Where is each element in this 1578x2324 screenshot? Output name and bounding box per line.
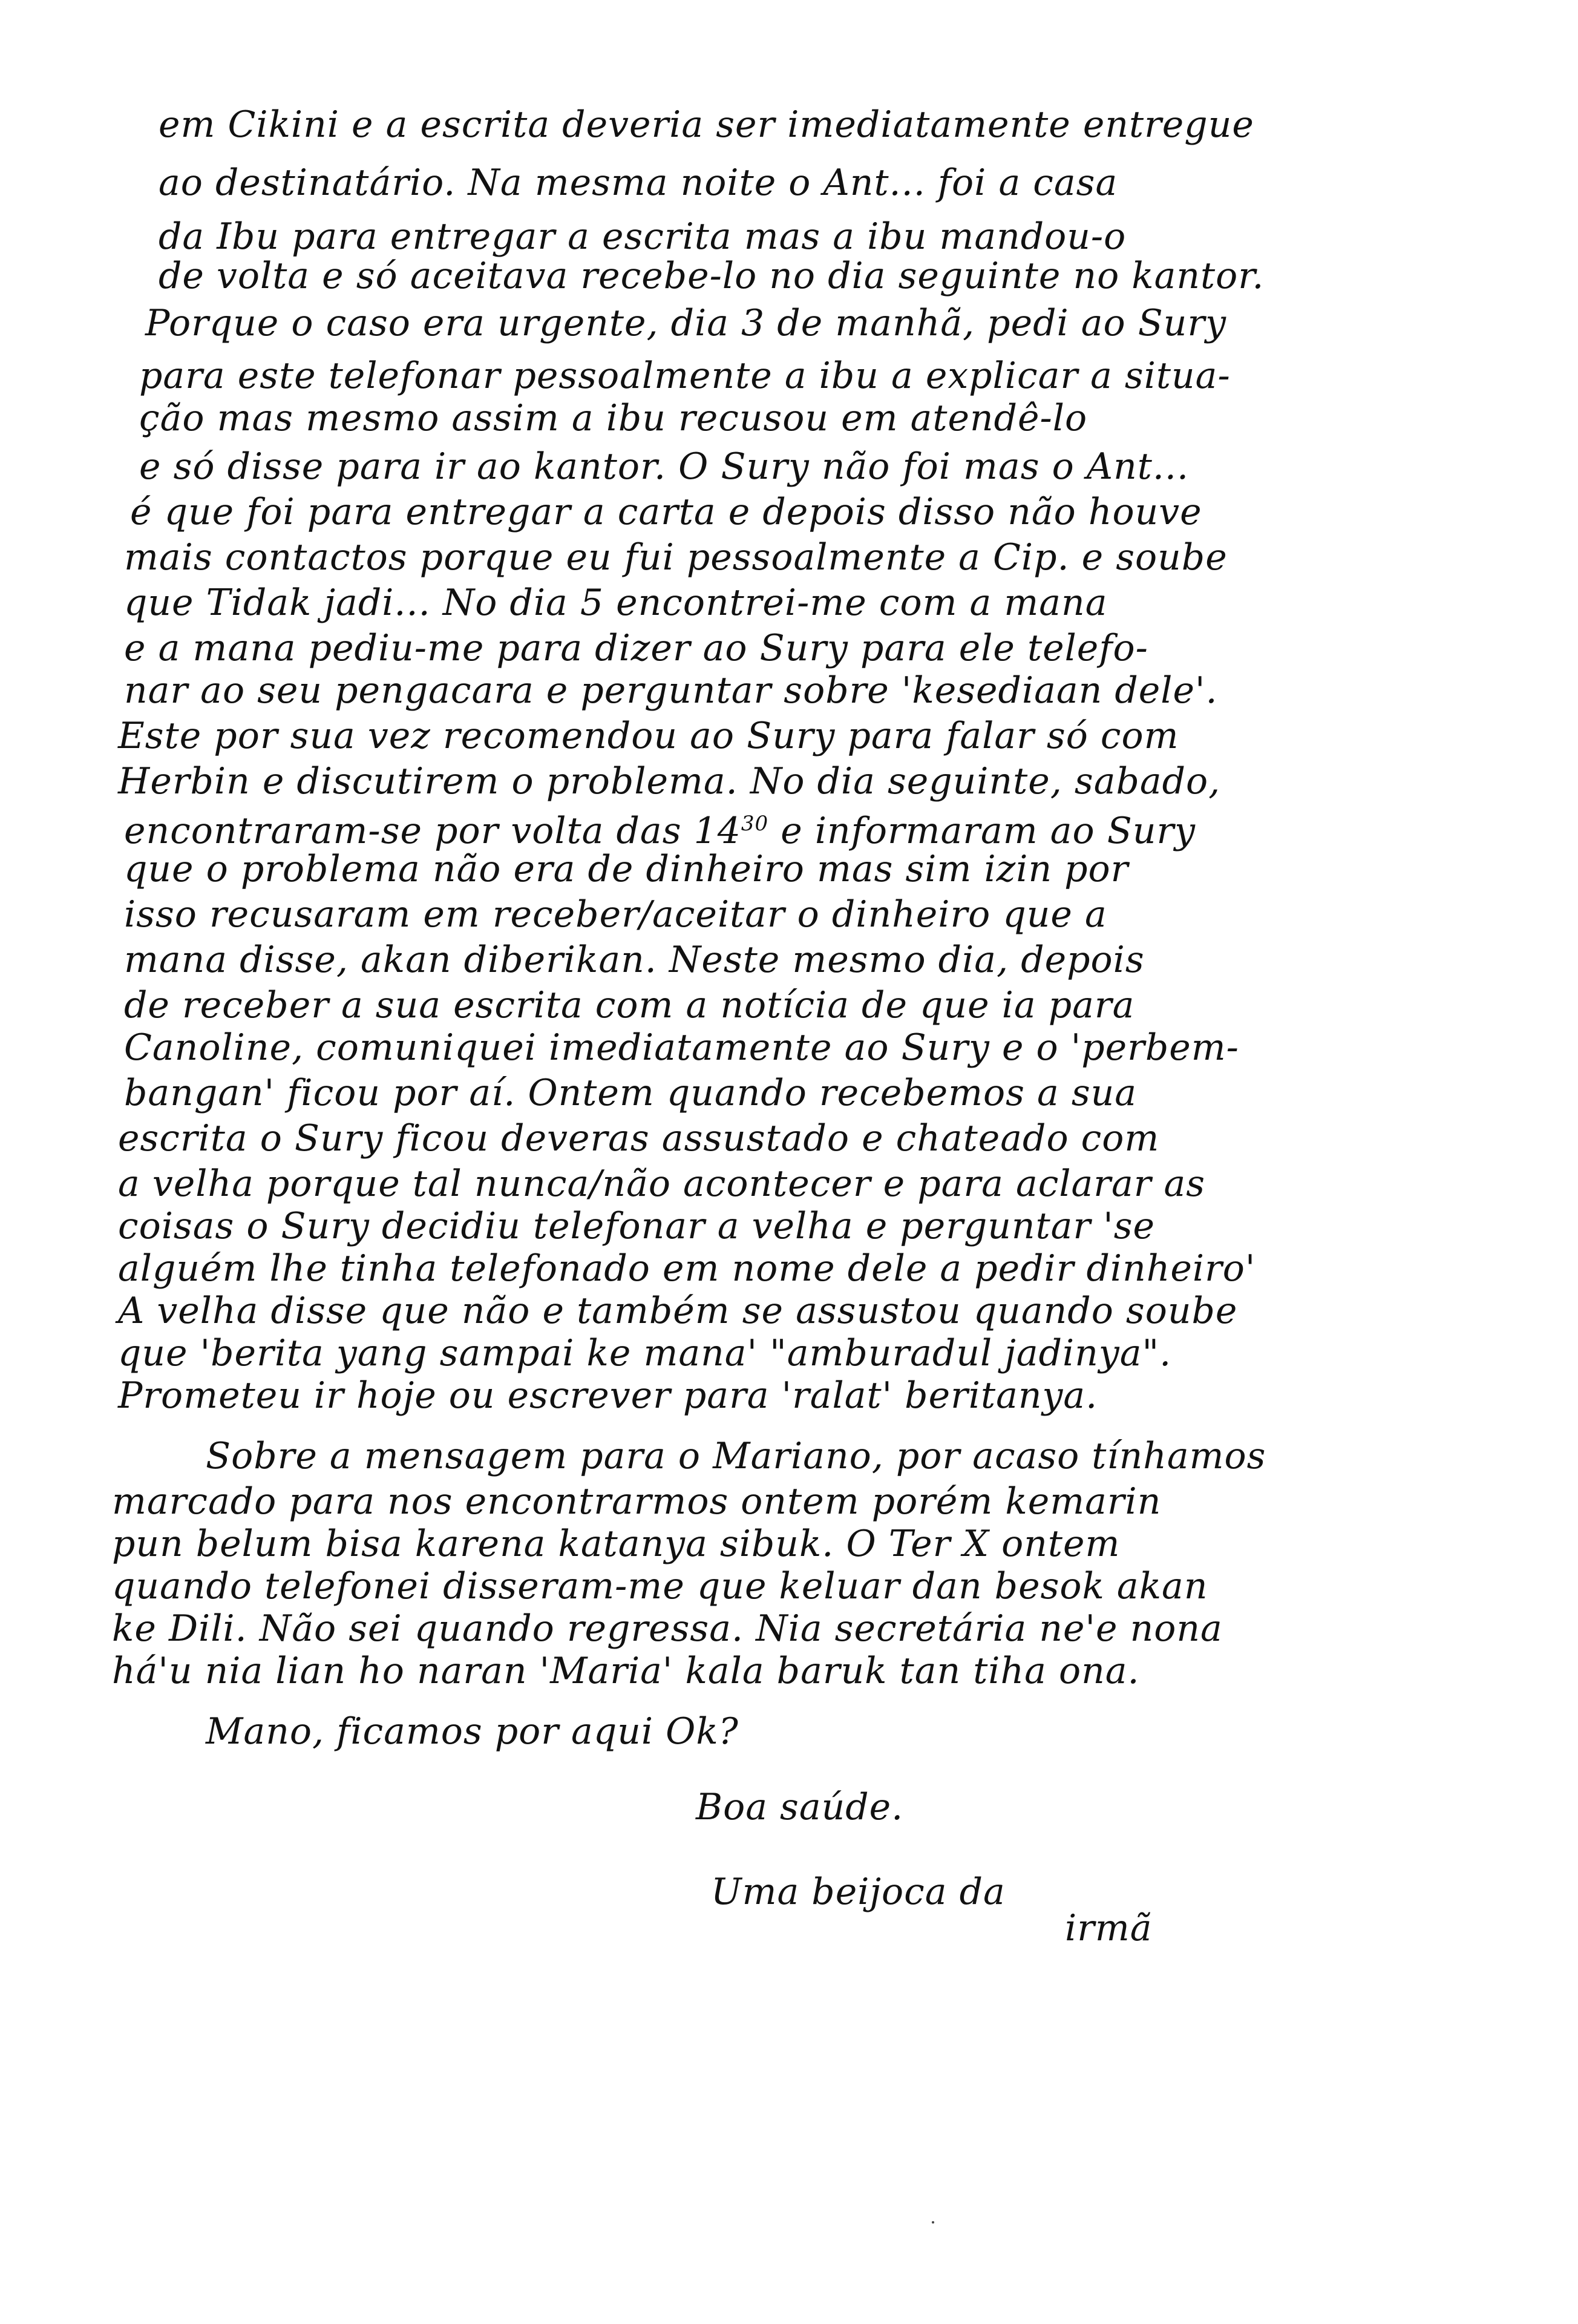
letter-line: alguém lhe tinha telefonado em nome dele a pedir dinheiro' [118,1247,1256,1290]
letter-line: Herbin e discutirem o problema. No dia seguinte, sabado, [118,760,1221,803]
letter-line: mais contactos porque eu fui pessoalmente a Cip. e soube [124,536,1228,579]
letter-line-text: encontraram-se por volta das 14 [124,810,741,852]
letter-line [124,802,1196,853]
letter-line: Porque o caso era urgente, dia 3 de manhã, pedi ao Sury [145,302,1227,344]
letter-line: Canoline, comuniquei imediatamente ao Sury e o 'perbem- [124,1026,1239,1069]
letter-line: escrita o Sury ficou deveras assustado e chateado com [118,1117,1160,1160]
letter-line: que 'berita yang sampai ke mana' "amburadul jadinya". [118,1332,1172,1374]
letter-line: ção mas mesmo assim a ibu recusou em atendê-lo [139,397,1088,439]
letter-line: ao destinatário. Na mesma noite o Ant... foi a casa [159,162,1118,204]
letter-signoff: Uma beijoca da [711,1871,1006,1913]
letter-line: bangan' ficou por aí. Ontem quando recebemos a sua [124,1072,1138,1114]
letter-signoff: irmã [1065,1907,1153,1949]
letter-line: A velha disse que não e também se assustou quando soube [118,1290,1238,1332]
letter-line: de receber a sua escrita com a notícia de que ia para [124,984,1135,1026]
letter-line: Prometeu ir hoje ou escrever para 'ralat' beritanya. [118,1374,1098,1417]
letter-line: há'u nia lian ho naran 'Maria' kala baruk tan tiha ona. [112,1650,1140,1692]
letter-line: da Ibu para entregar a escrita mas a ibu mandou-o [159,215,1127,258]
letter-line-text: e informaram ao Sury [768,810,1196,852]
letter-line: de volta e só aceitava recebe-lo no dia seguinte no kantor. [159,255,1265,297]
letter-line: é que foi para entregar a carta e depois disso não houve [130,491,1202,533]
letter-line: quando telefonei disseram-me que keluar dan besok akan [112,1565,1208,1607]
letter-line: e a mana pediu-me para dizer ao Sury para ele telefo- [124,627,1148,669]
letter-line: Sobre a mensagem para o Mariano, por acaso tínhamos [206,1435,1266,1477]
letter-line: para este telefonar pessoalmente a ibu a explicar a situa- [139,355,1231,397]
letter-line: nar ao seu pengacara e perguntar sobre 'kesediaan dele'. [124,669,1218,712]
letter-line: que o problema não era de dinheiro mas sim izin por [124,848,1129,890]
letter-closing: Boa saúde. [696,1786,904,1828]
letter-line: Mano, ficamos por aqui Ok? [206,1710,739,1753]
letter-line: isso recusaram em receber/aceitar o dinheiro que a [124,893,1107,936]
letter-line: coisas o Sury decidiu telefonar a velha e perguntar 'se [118,1205,1155,1247]
letter-line: em Cikini e a escrita deveria ser imediatamente entregue [159,103,1254,146]
paper-speck [932,2221,934,2224]
letter-line: marcado para nos encontrarmos ontem porém kemarin [112,1480,1162,1523]
letter-line: que Tidak jadi... No dia 5 encontrei-me com a mana [124,582,1108,624]
letter-line: ke Dili. Não sei quando regressa. Nia secretária ne'e nona [112,1607,1223,1650]
letter-line: Este por sua vez recomendou ao Sury para falar só com [118,715,1179,757]
time-superscript: 30 [741,812,769,836]
letter-line: e só disse para ir ao kantor. O Sury não foi mas o Ant... [139,445,1190,488]
letter-line: a velha porque tal nunca/não acontecer e para aclarar as [118,1163,1206,1205]
letter-line: pun belum bisa karena katanya sibuk. O Ter X ontem [112,1523,1121,1565]
letter-line: mana disse, akan diberikan. Neste mesmo dia, depois [124,939,1145,981]
